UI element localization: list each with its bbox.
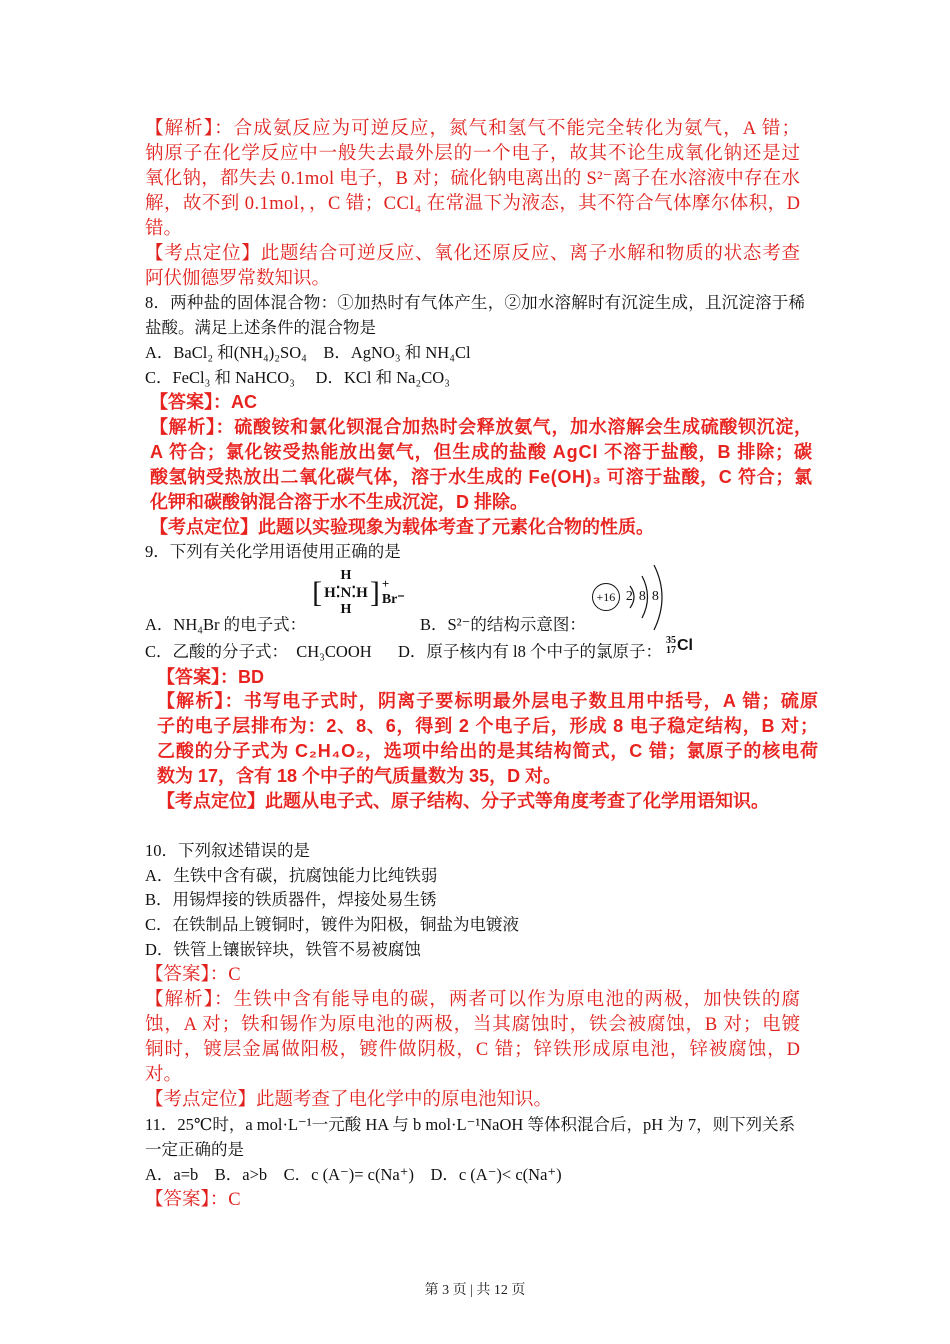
q10-analysis-line: 【解析】：生铁中含有能导电的碳，两者可以作为原电池的两极，加快铁的腐 [145,990,802,1010]
q8-stem-line: 盐酸。满足上述条件的混合物是 [145,318,376,337]
q8-analysis-line: A 符合；氯化铵受热能放出氨气，但生成的盐酸 AgCl 不溶于盐酸，B 排除；碳 [150,442,813,462]
atomic-number: 17 [666,645,676,656]
q7-topic-line: 阿伏伽德罗常数知识。 [145,269,331,289]
q10-answer-line: 【答案】：C [145,965,241,985]
q10-topic-line: 【考点定位】此题考查了电化学中的原电池知识。 [145,1090,553,1110]
q10-stem-line: 10．下列叙述错误的是 [145,841,310,860]
q8-analysis-line: 酸氢钠受热放出二氧化碳气体，溶于水生成的 Fe(OH)₃ 可溶于盐酸，C 符合；氯 [150,467,813,487]
bracket-right: ] [369,576,380,609]
q7-analysis-line: 钠原子在化学反应中一般失去最外层的一个电子，故其不论生成氧化钠还是过 [145,144,801,164]
q8-analysis-line: 化钾和碳酸钠混合溶于水不生成沉淀，D 排除。 [150,492,528,512]
shell-2: 8 [638,589,646,604]
q9-answer-line: 【答案】：BD [157,667,264,687]
q9-option-a-line: A．NH₄Br 的电子式： [145,615,307,634]
nh4br-electron-formula [312,568,405,618]
mass-number: 35 [666,635,676,646]
q9-stem-line: 9．下列有关化学用语使用正确的是 [145,542,401,561]
ammonium-group [324,568,368,618]
q7-analysis-line: 解，故不到 0.1mol，，C 错；CCl₄ 在常温下为液态，其不符合气体摩尔体积，D [145,194,801,214]
q8-stem-line: 8．两种盐的固体混合物：①加热时有气体产生，②加水溶解时有沉淀生成，且沉淀溶于稀 [145,293,806,312]
page-footer: 第 3 页 | 共 12 页 [424,1283,526,1298]
q9-option-c-line: C．乙酸的分子式： CH₃COOH [145,642,372,661]
q9-analysis-line: 【解析】：书写电子式时，阴离子要标明最外层电子数且用中括号，A 错；硫原 [157,691,820,711]
q8-answer-line: 【答案】：AC [150,392,257,412]
q9-topic-line: 【考点定位】此题从电子式、原子结构、分子式等角度考查了化学用语知识。 [157,791,769,811]
q10-option-d-line: D．铁管上镶嵌锌块，铁管不易被腐蚀 [145,940,421,959]
q8-options-line: A．BaCl₂ 和(NH₄)₂SO₄ B．AgNO₃ 和 NH₄Cl [145,343,471,362]
chlorine-isotope-symbol [666,636,693,656]
q7-topic-line: 【考点定位】此题结合可逆反应、氧化还原反应、离子水解和物质的状态考查 [145,244,801,264]
q9-option-b-line: B．S²⁻的结构示意图： [420,615,586,634]
ion-labels [382,578,405,608]
q8-topic-line: 【考点定位】此题以实验现象为载体考查了元素化合物的性质。 [150,517,654,537]
shell-1: 2 [625,589,633,604]
bracket-left: [ [312,576,323,609]
shell-3: 8 [651,589,659,604]
element-symbol: Cl [677,637,693,654]
isotope-numbers [666,636,676,656]
q10-analysis-line: 铜时，镀层金属做阳极，镀件做阴极，C 错；锌铁形成原电池，锌被腐蚀，D [145,1040,801,1060]
h-top: H [340,568,352,583]
middle: H⁚N⁚H [324,585,368,601]
q10-analysis-line: 蚀，A 对；铁和锡作为原电池的两极，当其腐蚀时，铁会被腐蚀，B 对；电镀 [145,1015,801,1035]
q9-analysis-line: 子的电子层排布为：2、8、6，得到 2 个电子后，形成 8 电子稳定结构，B 对； [157,716,819,736]
q7-analysis-line: 氧化钠，都失去 0.1mol 电子，B 对；硫化钠电离出的 S²⁻离子在水溶液中存在水 [145,169,801,189]
q11-stem-line: 一定正确的是 [145,1140,244,1159]
nucleus-charge: +16 [592,583,620,611]
q8-options-line: C．FeCl₃ 和 NaHCO₃ D．KCl 和 Na₂CO₃ [145,368,450,387]
q11-answer-line: 【答案】：C [145,1190,241,1210]
q10-analysis-line: 对。 [145,1065,183,1085]
q9-analysis-line: 数为 17，含有 18 个中子的气质量数为 35，D 对。 [157,766,562,786]
anion: Br⁻ [381,592,405,607]
q10-option-b-line: B．用锡焊接的铁质器件，焊接处易生锈 [145,890,437,909]
q7-analysis-line: 错。 [145,219,183,239]
q10-option-a-line: A．生铁中含有碳，抗腐蚀能力比纯铁弱 [145,866,438,885]
h-bottom: H [340,602,352,617]
q11-stem-line: 11．25℃时，a mol·L⁻¹一元酸 HA 与 b mol·L⁻¹NaOH 等体积混合后，pH 为 7，则下列关系 [145,1115,796,1134]
q8-analysis-line: 【解析】：硫酸铵和氯化钡混合加热时会释放氨气，加水溶解会生成硫酸钡沉淀， [150,417,813,437]
q9-option-d-line: D．原子核内有 l8 个中子的氯原子： [398,642,662,661]
sulfide-ion-structure-diagram [592,562,678,632]
q10-option-c-line: C．在铁制品上镀铜时，镀件为阳极，铜盐为电镀液 [145,915,520,934]
q7-analysis-line: 【解析】：合成氨反应为可逆反应，氮气和氢气不能完全转化为氨气，A 错； [145,119,802,139]
q9-analysis-line: 乙酸的分子式为 C₂H₄O₂，选项中给出的是其结构简式，C 错；氯原子的核电荷 [157,741,819,761]
charge: + [381,576,390,591]
q11-options-line: A．a=b B．a>b C．c (A⁻)= c(Na⁺) D．c (A⁻)< c(Na⁺) [145,1165,562,1184]
